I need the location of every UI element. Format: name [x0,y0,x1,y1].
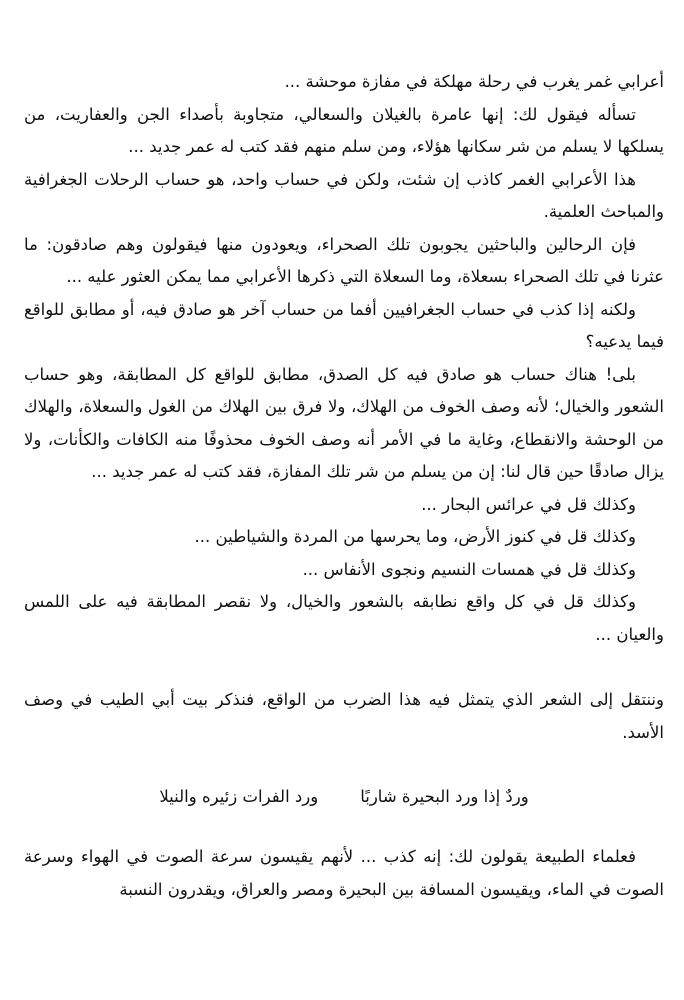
second-hemistich: ورد الفرات زئيره والنيلا [159,787,319,806]
poetry-verse [24,781,664,813]
paragraph-intro: أعرابي غمر يغرب في رحلة مهلكة في مفازة موحشة ... [284,72,664,91]
paragraph-sea-brides: وكذلك قل في عرائس البحار ... [421,494,636,514]
paragraph-travelers: فإن الرحالين والباحثين يجوبون تلك الصحراء، ويعودون منها فيقولون وهم صادقون: ما عثرنا في تلك الصحراء بسعلاة، وما السعلاة التي ذكرها الأعرابي مما يمكن العثور عليه ... [24,234,664,286]
paragraph-question: ولكنه إذا كذب في حساب الجغرافيين أفما من حساب آخر هو صادق فيه، أو مطابق للواقع فيما يدعيه؟ [24,299,664,351]
paragraph-truth: بلى! هناك حساب هو صادق فيه كل الصدق، مطابق للواقع كل المطابقة، وهو حساب الشعور والخيال؛ لأنه وصف الخوف من الهلاك، ولا فرق بين الهلاك من الغول والسعلاة، والهلاك من الوحشة والانقطاع، وغاية ما في الأمر أنه وصف الخوف محذوفًا منه الكافات والكأنات، ولا يزال صادقًا حين قال لنا: إن من يسلم من شر تلك المفازة، فقد كتب له عمر جديد ... [24,364,664,481]
paragraph-transition: وننتقل إلى الشعر الذي يتمثل فيه هذا الضرب من الواقع، فنذكر بيت أبي الطيب في وصف الأسد. [24,690,664,742]
paragraph-liar: هذا الأعرابي الغمر كاذب إن شئت، ولكن في حساب واحد، هو حساب الرحلات الجغرافية والمباحث العلمية. [24,169,664,221]
paragraph-answer: تسأله فيقول لك: إنها عامرة بالغيلان والسعالي، متجاوبة بأصداء الجن والعفاريت، من يسلكها لا يسلم من شر سكانها هؤلاء، ومن سلم منهم فقد كتب له عمر جديد ... [24,104,664,156]
paragraph-breeze: وكذلك قل في همسات النسيم ونجوى الأنفاس ... [302,559,636,579]
paragraph-treasures: وكذلك قل في كنوز الأرض، وما يحرسها من المردة والشياطين ... [194,527,636,546]
paragraph-reality: وكذلك قل في كل واقع نطابقه بالشعور والخيال، ولا نقصر المطابقة فيه على اللمس والعيان ... [24,592,664,644]
paragraph-closing: فعلماء الطبيعة يقولون لك: إنه كذب ... لأنهم يقيسون سرعة الصوت في الهواء وسرعة الصوت في الماء، ويقيسون المسافة بين البحيرة ومصر والعراق، ويقدرون النسبة [24,847,664,899]
first-hemistich: وردٌ إذا ورد البحيرة شاربًا [360,787,529,806]
